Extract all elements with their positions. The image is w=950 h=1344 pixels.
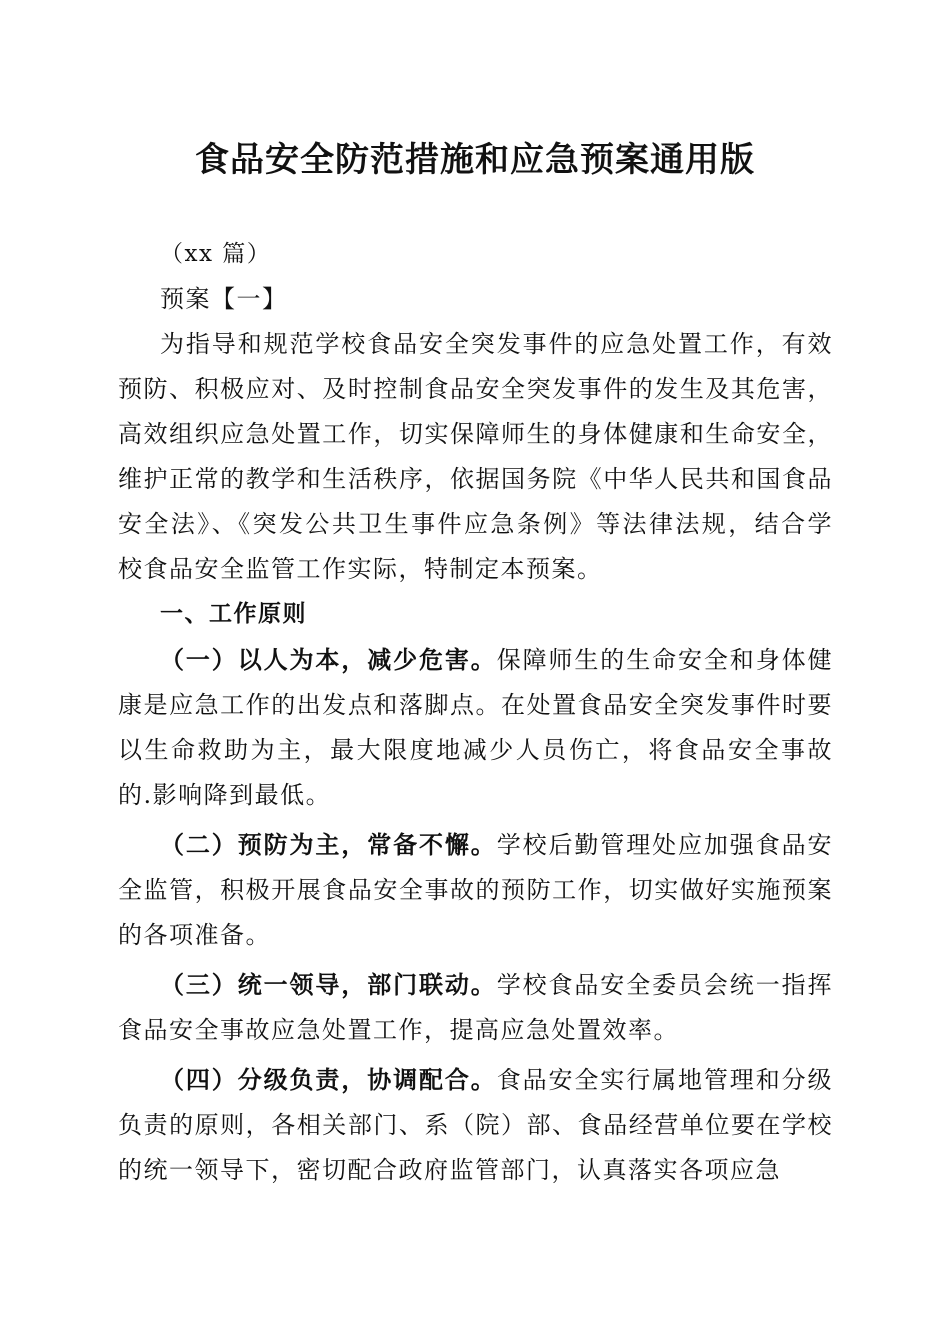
principle-paragraph-1 xyxy=(118,637,833,818)
principle-lead: （一）以人为本，减少危害。 xyxy=(160,645,497,674)
principle-text: 食品安全实行属地管理和分级负责的原则，各相关部门、系（院）部、食品经营单位要在学校的统一领导下，密切配合政府监管部门，认真落实各项应急 xyxy=(118,1066,834,1184)
principle-lead: （二）预防为主，常备不懈。 xyxy=(160,830,497,859)
plan-label: 预案【一】 xyxy=(160,285,288,313)
intro-paragraph: 为指导和规范学校食品安全突发事件的应急处置工作，有效预防、积极应对、及时控制食品安全突发事件的发生及其危害，高效组织应急处置工作，切实保障师生的身体健康和生命安全，维护正常的教学和生活秩序，依据国务院《中华人民共和国食品安全法》、《突发公共卫生事件应急条例》等法律法规，结合学校食品安全监管工作实际，特制定本预案。 xyxy=(118,330,833,583)
principle-paragraph-2 xyxy=(118,822,833,958)
principle-text: 学校后勤管理处应加强食品安全监管，积极开展食品安全事故的预防工作，切实做好实施预案的各项准备。 xyxy=(118,831,834,949)
document-body xyxy=(118,232,833,1193)
principle-lead: （四）分级负责，协调配合。 xyxy=(160,1065,497,1094)
document-title: 食品安全防范措施和应急预案通用版 xyxy=(195,140,755,180)
section-heading: 一、工作原则 xyxy=(160,601,307,627)
principle-lead: （三）统一领导，部门联动。 xyxy=(160,970,497,999)
principle-paragraph-3 xyxy=(118,962,833,1053)
principle-text: 学校食品安全委员会统一指挥食品安全事故应急处置工作，提高应急处置效率。 xyxy=(118,971,834,1044)
principle-paragraph-4 xyxy=(118,1057,833,1193)
principle-text: 保障师生的生命安全和身体健康是应急工作的出发点和落脚点。在处置食品安全突发事件时要以生命救助为主，最大限度地减少人员伤亡，将食品安全事故的.影响降到最低。 xyxy=(118,646,834,809)
document-subtitle: （xx 篇） xyxy=(160,241,272,267)
